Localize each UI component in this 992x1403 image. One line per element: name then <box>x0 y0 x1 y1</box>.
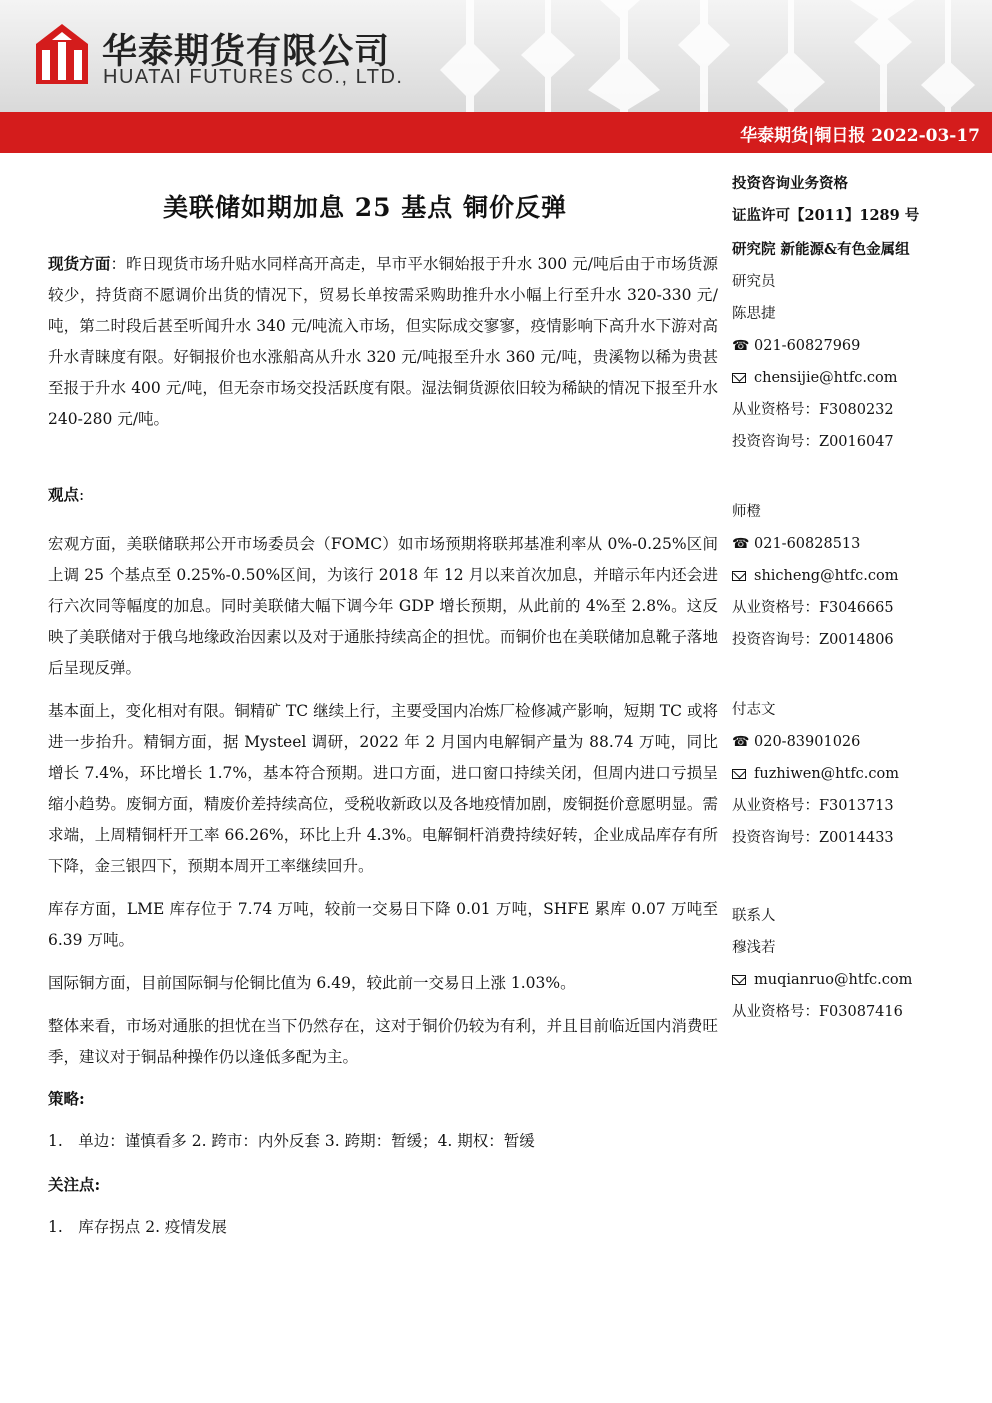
researcher-cert: 从业资格号：F3013713 <box>732 798 894 814</box>
view-label: 观点 <box>48 485 80 504</box>
summary-paragraph: 整体来看，市场对通胀的担忧在当下仍然存在，这对于铜价仍较为有利，并且目前临近国内消费旺季，建议对于铜品种操作仍以逢低多配为主。 <box>48 1017 718 1066</box>
researcher-advisory: 投资咨询号：Z0014806 <box>732 632 894 648</box>
inventory-paragraph: 库存方面，LME 库存位于 7.74 万吨，较前一交易日下降 0.01 万吨，SHFE 累库 0.07 万吨至 6.39 万吨。 <box>48 900 718 949</box>
international-copper-paragraph: 国际铜方面，目前国际铜与伦铜比值为 6.49，较此前一交易日上涨 1.03%。 <box>48 974 576 992</box>
view-heading <box>48 479 718 511</box>
contact-name: 穆浅若 <box>732 940 776 956</box>
contact-card <box>732 900 982 1028</box>
phone-icon: ☎ <box>732 338 750 354</box>
company-name-cn: 华泰期货有限公司 <box>102 32 391 72</box>
huatai-logo-icon <box>34 22 90 86</box>
researcher-card <box>732 496 982 656</box>
department: 研究院 新能源&有色金属组 <box>732 241 910 258</box>
email-line <box>732 758 982 790</box>
phone-icon: ☎ <box>732 734 750 750</box>
spot-label: 现货方面 <box>48 254 111 273</box>
contact-email[interactable]: muqianruo@htfc.com <box>754 972 913 988</box>
email-line <box>732 362 982 394</box>
spot-section <box>48 248 718 435</box>
researcher-cert: 从业资格号：F3080232 <box>732 402 894 418</box>
researcher-phone: 021-60828513 <box>754 536 861 552</box>
focus-heading: 关注点: <box>48 1175 101 1194</box>
envelope-icon <box>732 769 746 779</box>
report-tag: 华泰期货|铜日报 2022-03-17 <box>740 126 980 146</box>
envelope-icon <box>732 571 746 581</box>
fundamental-paragraph: 基本面上，变化相对有限。铜精矿 TC 继续上行，主要受国内冶炼厂检修减产影响，短期 TC 或将进一步抬升。精铜方面，据 Mysteel 调研，2022 年 2 月国内电解铜产量为 88.74 万吨，同比增长 7.4%，环比增长 1.7%，基本符合预期。进口方面，进口窗口持续关闭，但周内进口亏损呈缩小趋势。废铜方面，精废价差持续高位，受税收新政以及各地疫情加剧，废铜挺价意愿明显。需求端，上周精铜杆开工率 66.26%，环比上升 4.3%。电解铜杆消费持续好转，企业成品库存有所下降，金三银四下，预期本周开工率继续回升。 <box>48 702 718 875</box>
page-header <box>0 0 992 112</box>
company-name-en: HUATAI FUTURES CO., LTD. <box>103 66 404 88</box>
researcher-email[interactable]: fuzhiwen@htfc.com <box>754 766 900 782</box>
researcher-name: 付志文 <box>732 702 776 718</box>
focus-text: 1. 库存拐点 2. 疫情发展 <box>48 1218 227 1236</box>
researcher-name: 师橙 <box>732 504 761 520</box>
phone-line <box>732 528 982 560</box>
sidebar <box>732 168 982 1028</box>
researcher-card <box>732 694 982 854</box>
email-line <box>732 560 982 592</box>
contact-label: 联系人 <box>732 908 776 924</box>
researcher-email[interactable]: shicheng@htfc.com <box>754 568 899 584</box>
strategy-text: 1. 单边：谨慎看多 2. 跨市：内外反套 3. 跨期：暂缓；4. 期权：暂缓 <box>48 1132 535 1150</box>
phone-icon: ☎ <box>732 536 750 552</box>
envelope-icon <box>732 975 746 985</box>
report-banner <box>0 112 992 153</box>
researcher-phone: 021-60827969 <box>754 338 861 354</box>
researcher-advisory: 投资咨询号：Z0016047 <box>732 434 894 450</box>
view-colon: : <box>79 486 85 504</box>
email-line <box>732 964 982 996</box>
contact-cert: 从业资格号：F03087416 <box>732 1004 903 1020</box>
qualification-title: 投资咨询业务资格 <box>732 175 848 192</box>
envelope-icon <box>732 373 746 383</box>
researcher-name: 陈思捷 <box>732 306 776 322</box>
phone-line <box>732 726 982 758</box>
report-title: 美联储如期加息 25 基点 铜价反弹 <box>163 193 567 222</box>
license-number: 证监许可【2011】1289 号 <box>732 207 920 224</box>
researcher-card <box>732 298 982 458</box>
main-content <box>48 248 718 1243</box>
researcher-phone: 020-83901026 <box>754 734 861 750</box>
role-label: 研究员 <box>732 274 776 290</box>
strategy-heading: 策略: <box>48 1089 85 1108</box>
macro-paragraph: 宏观方面，美联储联邦公开市场委员会（FOMC）如市场预期将联邦基准利率从 0%-0.25%区间上调 25 个基点至 0.25%-0.50%区间，为该行 2018 年 12 月以来首次加息，并暗示年内还会进行六次同等幅度的加息。同时美联储大幅下调今年 GDP 增长预期，从此前的 4%至 2.8%。这反映了美联储对于俄乌地缘政治因素以及对于通胀持续高企的担忧。而铜价也在美联储加息靴子落地后呈现反弹。 <box>48 535 718 677</box>
spot-text: ：昨日现货市场升贴水同样高开高走，早市平水铜始报于升水 300 元/吨后由于市场货源较少，持货商不愿调价出货的情况下，贸易长单按需采购助推升水小幅上行至升水 320-330 元/吨，第二时段后甚至听闻升水 340 元/吨流入市场，但实际成交寥寥，疫情影响下高升水下游对高升水青睐度有限。好铜报价也水涨船高从升水 320 元/吨报至升水 360 元/吨，贵溪物以稀为贵甚至报于升水 400 元/吨，但无奈市场交投活跃度有限。湿法铜货源依旧较为稀缺的情况下报至升水 240-280 元/吨。 <box>48 255 718 428</box>
phone-line <box>732 330 982 362</box>
researcher-cert: 从业资格号：F3046665 <box>732 600 894 616</box>
researcher-email[interactable]: chensijie@htfc.com <box>754 370 898 386</box>
researcher-advisory: 投资咨询号：Z0014433 <box>732 830 894 846</box>
